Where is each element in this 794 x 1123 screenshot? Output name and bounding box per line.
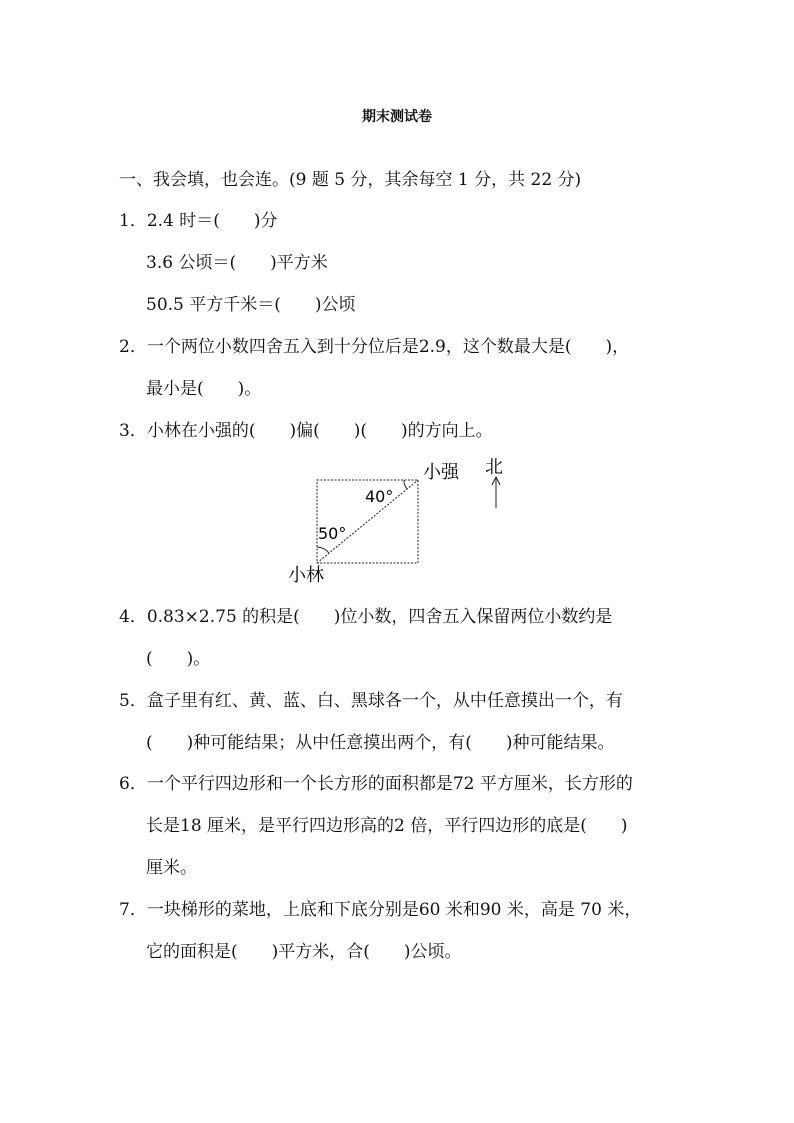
question-5-line-1: 5．盒子里有红、黄、蓝、白、黑球各一个，从中任意摸出一个，有 bbox=[119, 691, 623, 711]
question-2-line-1: 2．一个两位小数四舍五入到十分位后是2.9，这个数最大是( )， bbox=[119, 337, 630, 357]
angle-arc-bottom bbox=[317, 547, 329, 553]
angle-bottom-label: 50° bbox=[318, 524, 347, 543]
question-3-line-1: 3．小林在小强的( )偏( )( )的方向上。 bbox=[119, 421, 493, 441]
question-4-line-2: ( )。 bbox=[146, 649, 211, 669]
question-2-line-2: 最小是( )。 bbox=[146, 379, 262, 399]
page-title: 期末测试卷 bbox=[362, 109, 432, 125]
question-7-line-2: 它的面积是( )平方米，合( )公顷。 bbox=[146, 942, 462, 962]
question-6-line-1: 6．一个平行四边形和一个长方形的面积都是72 平方厘米，长方形的 bbox=[119, 774, 633, 794]
angle-top-label: 40° bbox=[365, 487, 394, 506]
question-7-line-1: 7．一块梯形的菜地，上底和下底分别是60 米和90 米，高是 70 米， bbox=[119, 900, 642, 920]
question-1-line-1: 1．2.4 时＝( )分 bbox=[119, 211, 278, 231]
xiaoqiang-label: 小强 bbox=[423, 462, 459, 483]
question-1-line-2: 3.6 公顷＝( )平方米 bbox=[146, 253, 328, 273]
xiaolin-label: 小林 bbox=[288, 565, 324, 586]
angle-arc-top bbox=[404, 480, 407, 489]
question-1-line-3: 50.5 平方千米＝( )公顷 bbox=[146, 295, 356, 315]
question-4-line-1: 4．0.83×2.75 的积是( )位小数，四舍五入保留两位小数约是 bbox=[119, 607, 613, 627]
north-label: 北 bbox=[485, 457, 503, 478]
direction-diagram bbox=[280, 450, 520, 590]
question-5-line-2: ( )种可能结果；从中任意摸出两个，有( )种可能结果。 bbox=[146, 733, 615, 753]
question-6-line-2: 长是18 厘米，是平行四边形高的2 倍，平行四边形的底是( ) bbox=[146, 816, 628, 836]
section-heading: 一、我会填，也会连。(9 题 5 分，其余每空 1 分，共 22 分) bbox=[119, 170, 582, 190]
question-6-line-3: 厘米。 bbox=[146, 858, 197, 878]
